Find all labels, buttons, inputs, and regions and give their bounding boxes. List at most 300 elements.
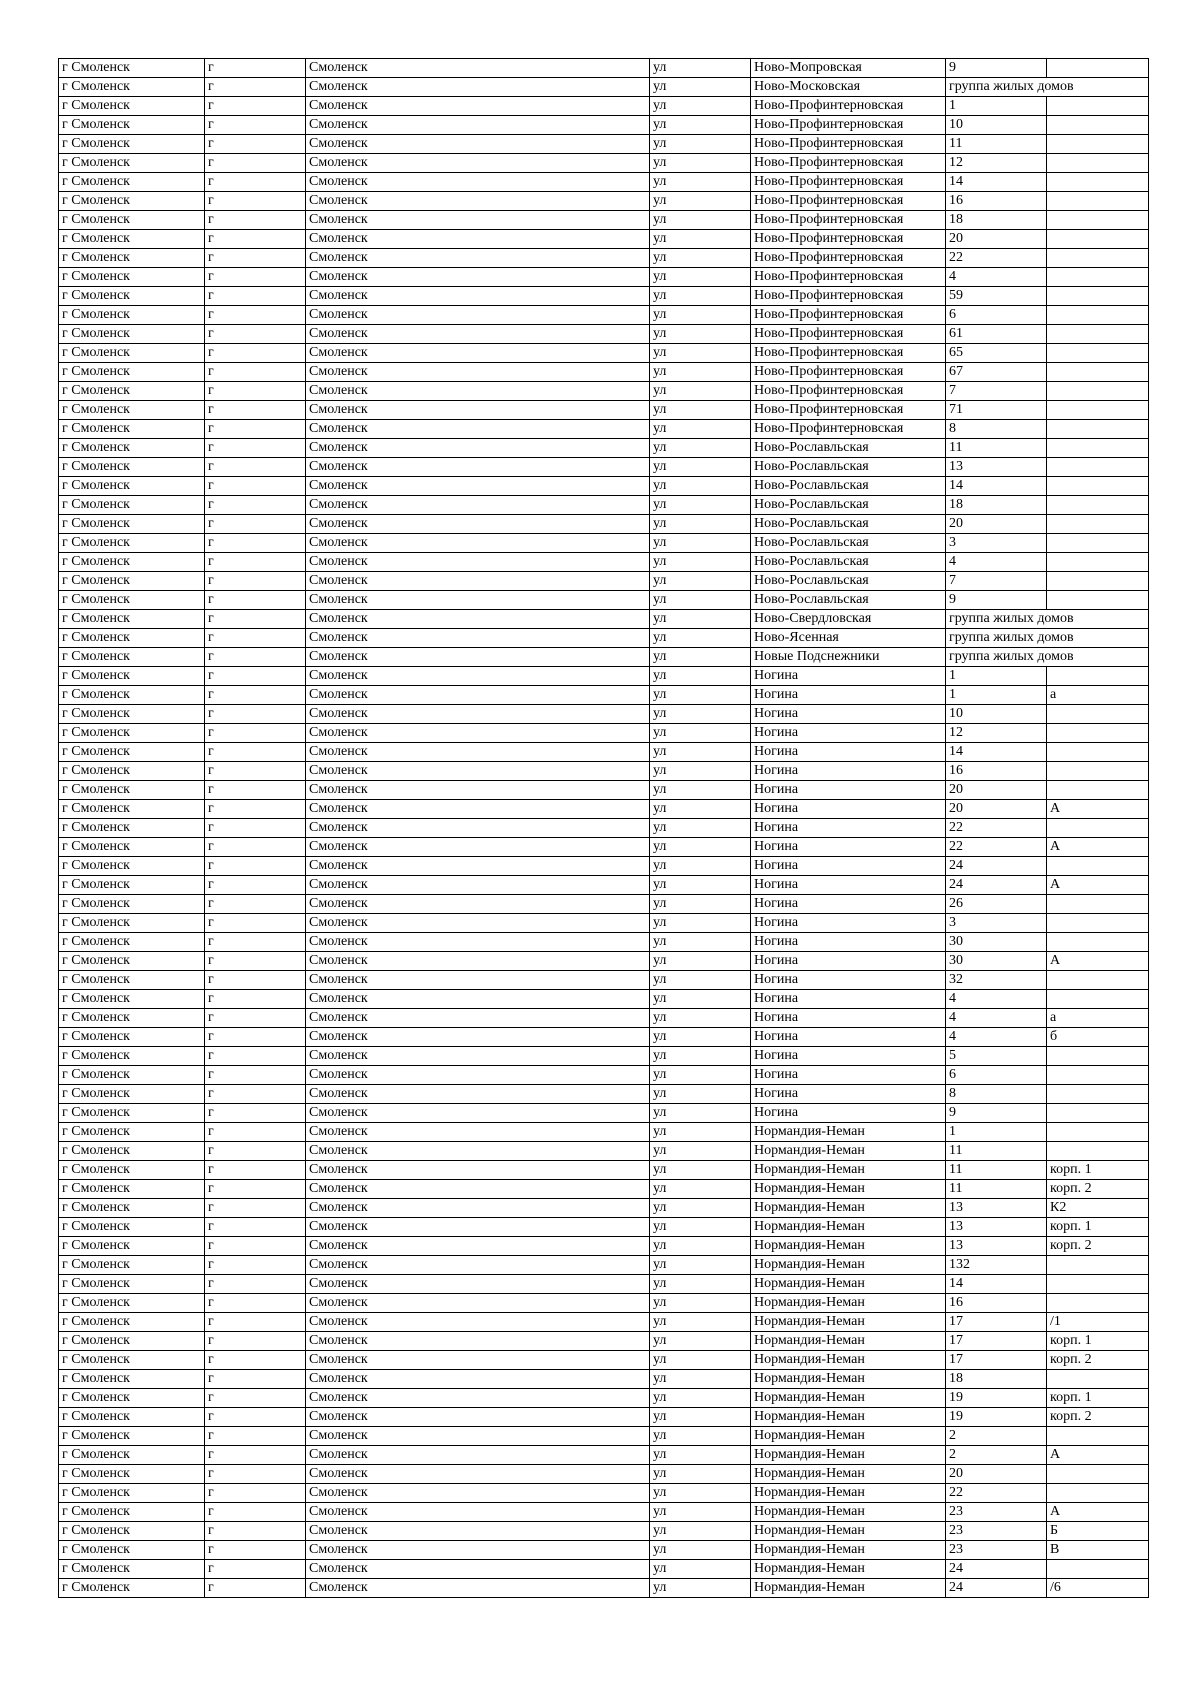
type-cell: г	[205, 439, 306, 458]
suffix-cell: А	[1047, 838, 1149, 857]
city-cell: Смоленск	[306, 629, 650, 648]
type-cell: г	[205, 952, 306, 971]
suffix-cell: корп. 2	[1047, 1351, 1149, 1370]
region-cell: г Смоленск	[59, 857, 205, 876]
street-type-cell: ул	[650, 667, 751, 686]
type-cell: г	[205, 1085, 306, 1104]
suffix-cell	[1047, 1427, 1149, 1446]
suffix-cell	[1047, 971, 1149, 990]
street-type-cell: ул	[650, 1123, 751, 1142]
table-row	[59, 1446, 1149, 1465]
street-type-cell: ул	[650, 496, 751, 515]
street-cell: Ново-Рославльская	[751, 458, 946, 477]
suffix-cell	[1047, 1104, 1149, 1123]
street-cell: Ногина	[751, 895, 946, 914]
region-cell: г Смоленск	[59, 1142, 205, 1161]
region-cell: г Смоленск	[59, 990, 205, 1009]
street-cell: Ново-Рославльская	[751, 439, 946, 458]
house-cell: группа жилых домов	[946, 629, 1149, 648]
house-cell: 22	[946, 1484, 1047, 1503]
table-row	[59, 1313, 1149, 1332]
city-cell: Смоленск	[306, 1218, 650, 1237]
region-cell: г Смоленск	[59, 933, 205, 952]
street-cell: Нормандия-Неман	[751, 1446, 946, 1465]
street-type-cell: ул	[650, 1237, 751, 1256]
city-cell: Смоленск	[306, 686, 650, 705]
street-type-cell: ул	[650, 1294, 751, 1313]
type-cell: г	[205, 1408, 306, 1427]
type-cell: г	[205, 1446, 306, 1465]
type-cell: г	[205, 116, 306, 135]
type-cell: г	[205, 306, 306, 325]
house-cell: 5	[946, 1047, 1047, 1066]
type-cell: г	[205, 1047, 306, 1066]
region-cell: г Смоленск	[59, 192, 205, 211]
region-cell: г Смоленск	[59, 78, 205, 97]
street-cell: Нормандия-Неман	[751, 1294, 946, 1313]
region-cell: г Смоленск	[59, 325, 205, 344]
house-cell: 24	[946, 857, 1047, 876]
suffix-cell	[1047, 743, 1149, 762]
street-cell: Нормандия-Неман	[751, 1218, 946, 1237]
table-row	[59, 819, 1149, 838]
table-row	[59, 553, 1149, 572]
type-cell: г	[205, 78, 306, 97]
table-row	[59, 1104, 1149, 1123]
street-type-cell: ул	[650, 1028, 751, 1047]
region-cell: г Смоленск	[59, 667, 205, 686]
type-cell: г	[205, 249, 306, 268]
type-cell: г	[205, 553, 306, 572]
street-type-cell: ул	[650, 1522, 751, 1541]
region-cell: г Смоленск	[59, 1446, 205, 1465]
house-cell: 4	[946, 268, 1047, 287]
street-type-cell: ул	[650, 743, 751, 762]
house-cell: 132	[946, 1256, 1047, 1275]
region-cell: г Смоленск	[59, 116, 205, 135]
city-cell: Смоленск	[306, 192, 650, 211]
region-cell: г Смоленск	[59, 1484, 205, 1503]
city-cell: Смоленск	[306, 1446, 650, 1465]
region-cell: г Смоленск	[59, 515, 205, 534]
type-cell: г	[205, 1332, 306, 1351]
house-cell: 20	[946, 515, 1047, 534]
city-cell: Смоленск	[306, 1427, 650, 1446]
table-row	[59, 1484, 1149, 1503]
suffix-cell: /6	[1047, 1579, 1149, 1598]
region-cell: г Смоленск	[59, 1028, 205, 1047]
street-type-cell: ул	[650, 363, 751, 382]
city-cell: Смоленск	[306, 667, 650, 686]
table-row	[59, 1522, 1149, 1541]
table-row	[59, 1028, 1149, 1047]
street-type-cell: ул	[650, 306, 751, 325]
type-cell: г	[205, 192, 306, 211]
region-cell: г Смоленск	[59, 363, 205, 382]
suffix-cell: корп. 2	[1047, 1180, 1149, 1199]
table-row	[59, 1237, 1149, 1256]
house-cell: 12	[946, 154, 1047, 173]
region-cell: г Смоленск	[59, 743, 205, 762]
street-cell: Ногина	[751, 838, 946, 857]
street-cell: Ново-Профинтерновская	[751, 211, 946, 230]
city-cell: Смоленск	[306, 1104, 650, 1123]
suffix-cell: А	[1047, 1446, 1149, 1465]
street-type-cell: ул	[650, 249, 751, 268]
house-cell: 22	[946, 838, 1047, 857]
city-cell: Смоленск	[306, 800, 650, 819]
street-cell: Нормандия-Неман	[751, 1313, 946, 1332]
house-cell: 17	[946, 1332, 1047, 1351]
city-cell: Смоленск	[306, 1047, 650, 1066]
type-cell: г	[205, 1256, 306, 1275]
city-cell: Смоленск	[306, 990, 650, 1009]
table-row	[59, 154, 1149, 173]
street-cell: Ногина	[751, 1009, 946, 1028]
house-cell: 9	[946, 591, 1047, 610]
city-cell: Смоленск	[306, 135, 650, 154]
house-cell: 11	[946, 439, 1047, 458]
type-cell: г	[205, 971, 306, 990]
suffix-cell	[1047, 382, 1149, 401]
region-cell: г Смоленск	[59, 1503, 205, 1522]
type-cell: г	[205, 154, 306, 173]
region-cell: г Смоленск	[59, 1047, 205, 1066]
house-cell: 4	[946, 553, 1047, 572]
house-cell: 24	[946, 1560, 1047, 1579]
type-cell: г	[205, 990, 306, 1009]
suffix-cell: а	[1047, 686, 1149, 705]
type-cell: г	[205, 135, 306, 154]
region-cell: г Смоленск	[59, 1522, 205, 1541]
suffix-cell	[1047, 724, 1149, 743]
type-cell: г	[205, 496, 306, 515]
table-row	[59, 1256, 1149, 1275]
street-type-cell: ул	[650, 1256, 751, 1275]
table-row	[59, 515, 1149, 534]
table-row	[59, 59, 1149, 78]
city-cell: Смоленск	[306, 1294, 650, 1313]
suffix-cell	[1047, 420, 1149, 439]
region-cell: г Смоленск	[59, 496, 205, 515]
region-cell: г Смоленск	[59, 1332, 205, 1351]
table-row	[59, 895, 1149, 914]
suffix-cell	[1047, 287, 1149, 306]
house-cell: 65	[946, 344, 1047, 363]
suffix-cell	[1047, 1123, 1149, 1142]
type-cell: г	[205, 1503, 306, 1522]
house-cell: 24	[946, 876, 1047, 895]
street-cell: Ново-Рославльская	[751, 591, 946, 610]
type-cell: г	[205, 1370, 306, 1389]
suffix-cell	[1047, 572, 1149, 591]
suffix-cell	[1047, 895, 1149, 914]
table-row	[59, 686, 1149, 705]
suffix-cell	[1047, 306, 1149, 325]
city-cell: Смоленск	[306, 97, 650, 116]
suffix-cell	[1047, 1085, 1149, 1104]
suffix-cell	[1047, 230, 1149, 249]
city-cell: Смоленск	[306, 1180, 650, 1199]
region-cell: г Смоленск	[59, 1427, 205, 1446]
house-cell: 13	[946, 458, 1047, 477]
region-cell: г Смоленск	[59, 1370, 205, 1389]
house-cell: 6	[946, 306, 1047, 325]
street-cell: Нормандия-Неман	[751, 1484, 946, 1503]
city-cell: Смоленск	[306, 553, 650, 572]
street-type-cell: ул	[650, 1313, 751, 1332]
house-cell: 67	[946, 363, 1047, 382]
table-row	[59, 211, 1149, 230]
table-row	[59, 1218, 1149, 1237]
house-cell: 59	[946, 287, 1047, 306]
suffix-cell	[1047, 1066, 1149, 1085]
street-type-cell: ул	[650, 1180, 751, 1199]
type-cell: г	[205, 97, 306, 116]
region-cell: г Смоленск	[59, 287, 205, 306]
type-cell: г	[205, 1142, 306, 1161]
region-cell: г Смоленск	[59, 1465, 205, 1484]
table-row	[59, 933, 1149, 952]
region-cell: г Смоленск	[59, 1123, 205, 1142]
region-cell: г Смоленск	[59, 686, 205, 705]
house-cell: 2	[946, 1446, 1047, 1465]
house-cell: 11	[946, 135, 1047, 154]
street-cell: Ногина	[751, 876, 946, 895]
street-cell: Ново-Профинтерновская	[751, 344, 946, 363]
street-cell: Нормандия-Неман	[751, 1427, 946, 1446]
type-cell: г	[205, 59, 306, 78]
street-cell: Ногина	[751, 914, 946, 933]
city-cell: Смоленск	[306, 1237, 650, 1256]
house-cell: 12	[946, 724, 1047, 743]
table-row	[59, 1142, 1149, 1161]
region-cell: г Смоленск	[59, 1294, 205, 1313]
city-cell: Смоленск	[306, 78, 650, 97]
table-row	[59, 857, 1149, 876]
house-cell: 22	[946, 819, 1047, 838]
city-cell: Смоленск	[306, 287, 650, 306]
suffix-cell: корп. 1	[1047, 1332, 1149, 1351]
city-cell: Смоленск	[306, 743, 650, 762]
house-cell: 16	[946, 1294, 1047, 1313]
suffix-cell	[1047, 192, 1149, 211]
table-row	[59, 572, 1149, 591]
street-cell: Ногина	[751, 667, 946, 686]
house-cell: 9	[946, 1104, 1047, 1123]
suffix-cell	[1047, 515, 1149, 534]
city-cell: Смоленск	[306, 1522, 650, 1541]
street-type-cell: ул	[650, 154, 751, 173]
suffix-cell: корп. 1	[1047, 1389, 1149, 1408]
type-cell: г	[205, 344, 306, 363]
house-cell: 14	[946, 1275, 1047, 1294]
house-cell: 16	[946, 762, 1047, 781]
street-cell: Нормандия-Неман	[751, 1579, 946, 1598]
street-type-cell: ул	[650, 401, 751, 420]
type-cell: г	[205, 1560, 306, 1579]
street-type-cell: ул	[650, 192, 751, 211]
house-cell: 13	[946, 1237, 1047, 1256]
city-cell: Смоленск	[306, 705, 650, 724]
city-cell: Смоленск	[306, 572, 650, 591]
street-type-cell: ул	[650, 686, 751, 705]
house-cell: 1	[946, 1123, 1047, 1142]
street-type-cell: ул	[650, 838, 751, 857]
house-cell: 9	[946, 59, 1047, 78]
region-cell: г Смоленск	[59, 1351, 205, 1370]
suffix-cell	[1047, 705, 1149, 724]
table-row	[59, 173, 1149, 192]
street-cell: Ново-Профинтерновская	[751, 97, 946, 116]
street-cell: Нормандия-Неман	[751, 1142, 946, 1161]
table-row	[59, 1389, 1149, 1408]
house-cell: 10	[946, 116, 1047, 135]
city-cell: Смоленск	[306, 496, 650, 515]
street-cell: Ногина	[751, 724, 946, 743]
type-cell: г	[205, 325, 306, 344]
city-cell: Смоленск	[306, 401, 650, 420]
street-cell: Ново-Профинтерновская	[751, 173, 946, 192]
suffix-cell	[1047, 97, 1149, 116]
address-table	[58, 58, 1149, 1598]
house-cell: 14	[946, 173, 1047, 192]
city-cell: Смоленск	[306, 230, 650, 249]
house-cell: 30	[946, 952, 1047, 971]
type-cell: г	[205, 1066, 306, 1085]
table-row	[59, 477, 1149, 496]
table-row	[59, 648, 1149, 667]
table-row	[59, 382, 1149, 401]
street-type-cell: ул	[650, 876, 751, 895]
street-type-cell: ул	[650, 1560, 751, 1579]
street-type-cell: ул	[650, 1047, 751, 1066]
suffix-cell	[1047, 458, 1149, 477]
region-cell: г Смоленск	[59, 781, 205, 800]
street-cell: Ново-Профинтерновская	[751, 192, 946, 211]
region-cell: г Смоленск	[59, 914, 205, 933]
table-row	[59, 268, 1149, 287]
house-cell: 2	[946, 1427, 1047, 1446]
table-row	[59, 1199, 1149, 1218]
table-row	[59, 439, 1149, 458]
type-cell: г	[205, 1541, 306, 1560]
region-cell: г Смоленск	[59, 1408, 205, 1427]
city-cell: Смоленск	[306, 1313, 650, 1332]
table-row	[59, 1275, 1149, 1294]
city-cell: Смоленск	[306, 268, 650, 287]
suffix-cell: корп. 1	[1047, 1218, 1149, 1237]
street-cell: Ногина	[751, 781, 946, 800]
suffix-cell	[1047, 325, 1149, 344]
region-cell: г Смоленск	[59, 1275, 205, 1294]
street-type-cell: ул	[650, 724, 751, 743]
table-row	[59, 1332, 1149, 1351]
street-cell: Ново-Мопровская	[751, 59, 946, 78]
table-row	[59, 667, 1149, 686]
region-cell: г Смоленск	[59, 705, 205, 724]
street-cell: Нормандия-Неман	[751, 1503, 946, 1522]
street-type-cell: ул	[650, 173, 751, 192]
region-cell: г Смоленск	[59, 648, 205, 667]
house-cell: 8	[946, 1085, 1047, 1104]
type-cell: г	[205, 648, 306, 667]
city-cell: Смоленск	[306, 1503, 650, 1522]
city-cell: Смоленск	[306, 1351, 650, 1370]
table-row	[59, 629, 1149, 648]
street-type-cell: ул	[650, 325, 751, 344]
street-type-cell: ул	[650, 78, 751, 97]
city-cell: Смоленск	[306, 933, 650, 952]
street-cell: Ногина	[751, 762, 946, 781]
type-cell: г	[205, 1180, 306, 1199]
house-cell: 14	[946, 743, 1047, 762]
table-row	[59, 876, 1149, 895]
street-type-cell: ул	[650, 762, 751, 781]
region-cell: г Смоленск	[59, 59, 205, 78]
street-type-cell: ул	[650, 629, 751, 648]
street-cell: Нормандия-Неман	[751, 1256, 946, 1275]
street-type-cell: ул	[650, 287, 751, 306]
city-cell: Смоленск	[306, 648, 650, 667]
street-cell: Ногина	[751, 686, 946, 705]
type-cell: г	[205, 1237, 306, 1256]
street-type-cell: ул	[650, 1104, 751, 1123]
street-cell: Нормандия-Неман	[751, 1389, 946, 1408]
city-cell: Смоленск	[306, 1142, 650, 1161]
type-cell: г	[205, 591, 306, 610]
suffix-cell	[1047, 116, 1149, 135]
street-cell: Нормандия-Неман	[751, 1275, 946, 1294]
table-row	[59, 458, 1149, 477]
house-cell: 7	[946, 572, 1047, 591]
house-cell: 20	[946, 800, 1047, 819]
house-cell: 20	[946, 1465, 1047, 1484]
house-cell: 23	[946, 1503, 1047, 1522]
city-cell: Смоленск	[306, 1389, 650, 1408]
city-cell: Смоленск	[306, 591, 650, 610]
house-cell: группа жилых домов	[946, 610, 1149, 629]
suffix-cell	[1047, 534, 1149, 553]
region-cell: г Смоленск	[59, 1161, 205, 1180]
table-row	[59, 610, 1149, 629]
street-cell: Ногина	[751, 990, 946, 1009]
table-row	[59, 1085, 1149, 1104]
region-cell: г Смоленск	[59, 154, 205, 173]
street-type-cell: ул	[650, 1161, 751, 1180]
street-type-cell: ул	[650, 344, 751, 363]
type-cell: г	[205, 1028, 306, 1047]
suffix-cell	[1047, 1047, 1149, 1066]
street-cell: Ногина	[751, 705, 946, 724]
house-cell: 1	[946, 667, 1047, 686]
suffix-cell	[1047, 781, 1149, 800]
street-cell: Нормандия-Неман	[751, 1123, 946, 1142]
street-cell: Ново-Рославльская	[751, 477, 946, 496]
type-cell: г	[205, 1009, 306, 1028]
street-type-cell: ул	[650, 591, 751, 610]
type-cell: г	[205, 534, 306, 553]
street-type-cell: ул	[650, 971, 751, 990]
suffix-cell	[1047, 1484, 1149, 1503]
type-cell: г	[205, 1313, 306, 1332]
city-cell: Смоленск	[306, 363, 650, 382]
suffix-cell	[1047, 1294, 1149, 1313]
street-cell: Нормандия-Неман	[751, 1522, 946, 1541]
region-cell: г Смоленск	[59, 230, 205, 249]
street-type-cell: ул	[650, 1579, 751, 1598]
house-cell: 6	[946, 1066, 1047, 1085]
